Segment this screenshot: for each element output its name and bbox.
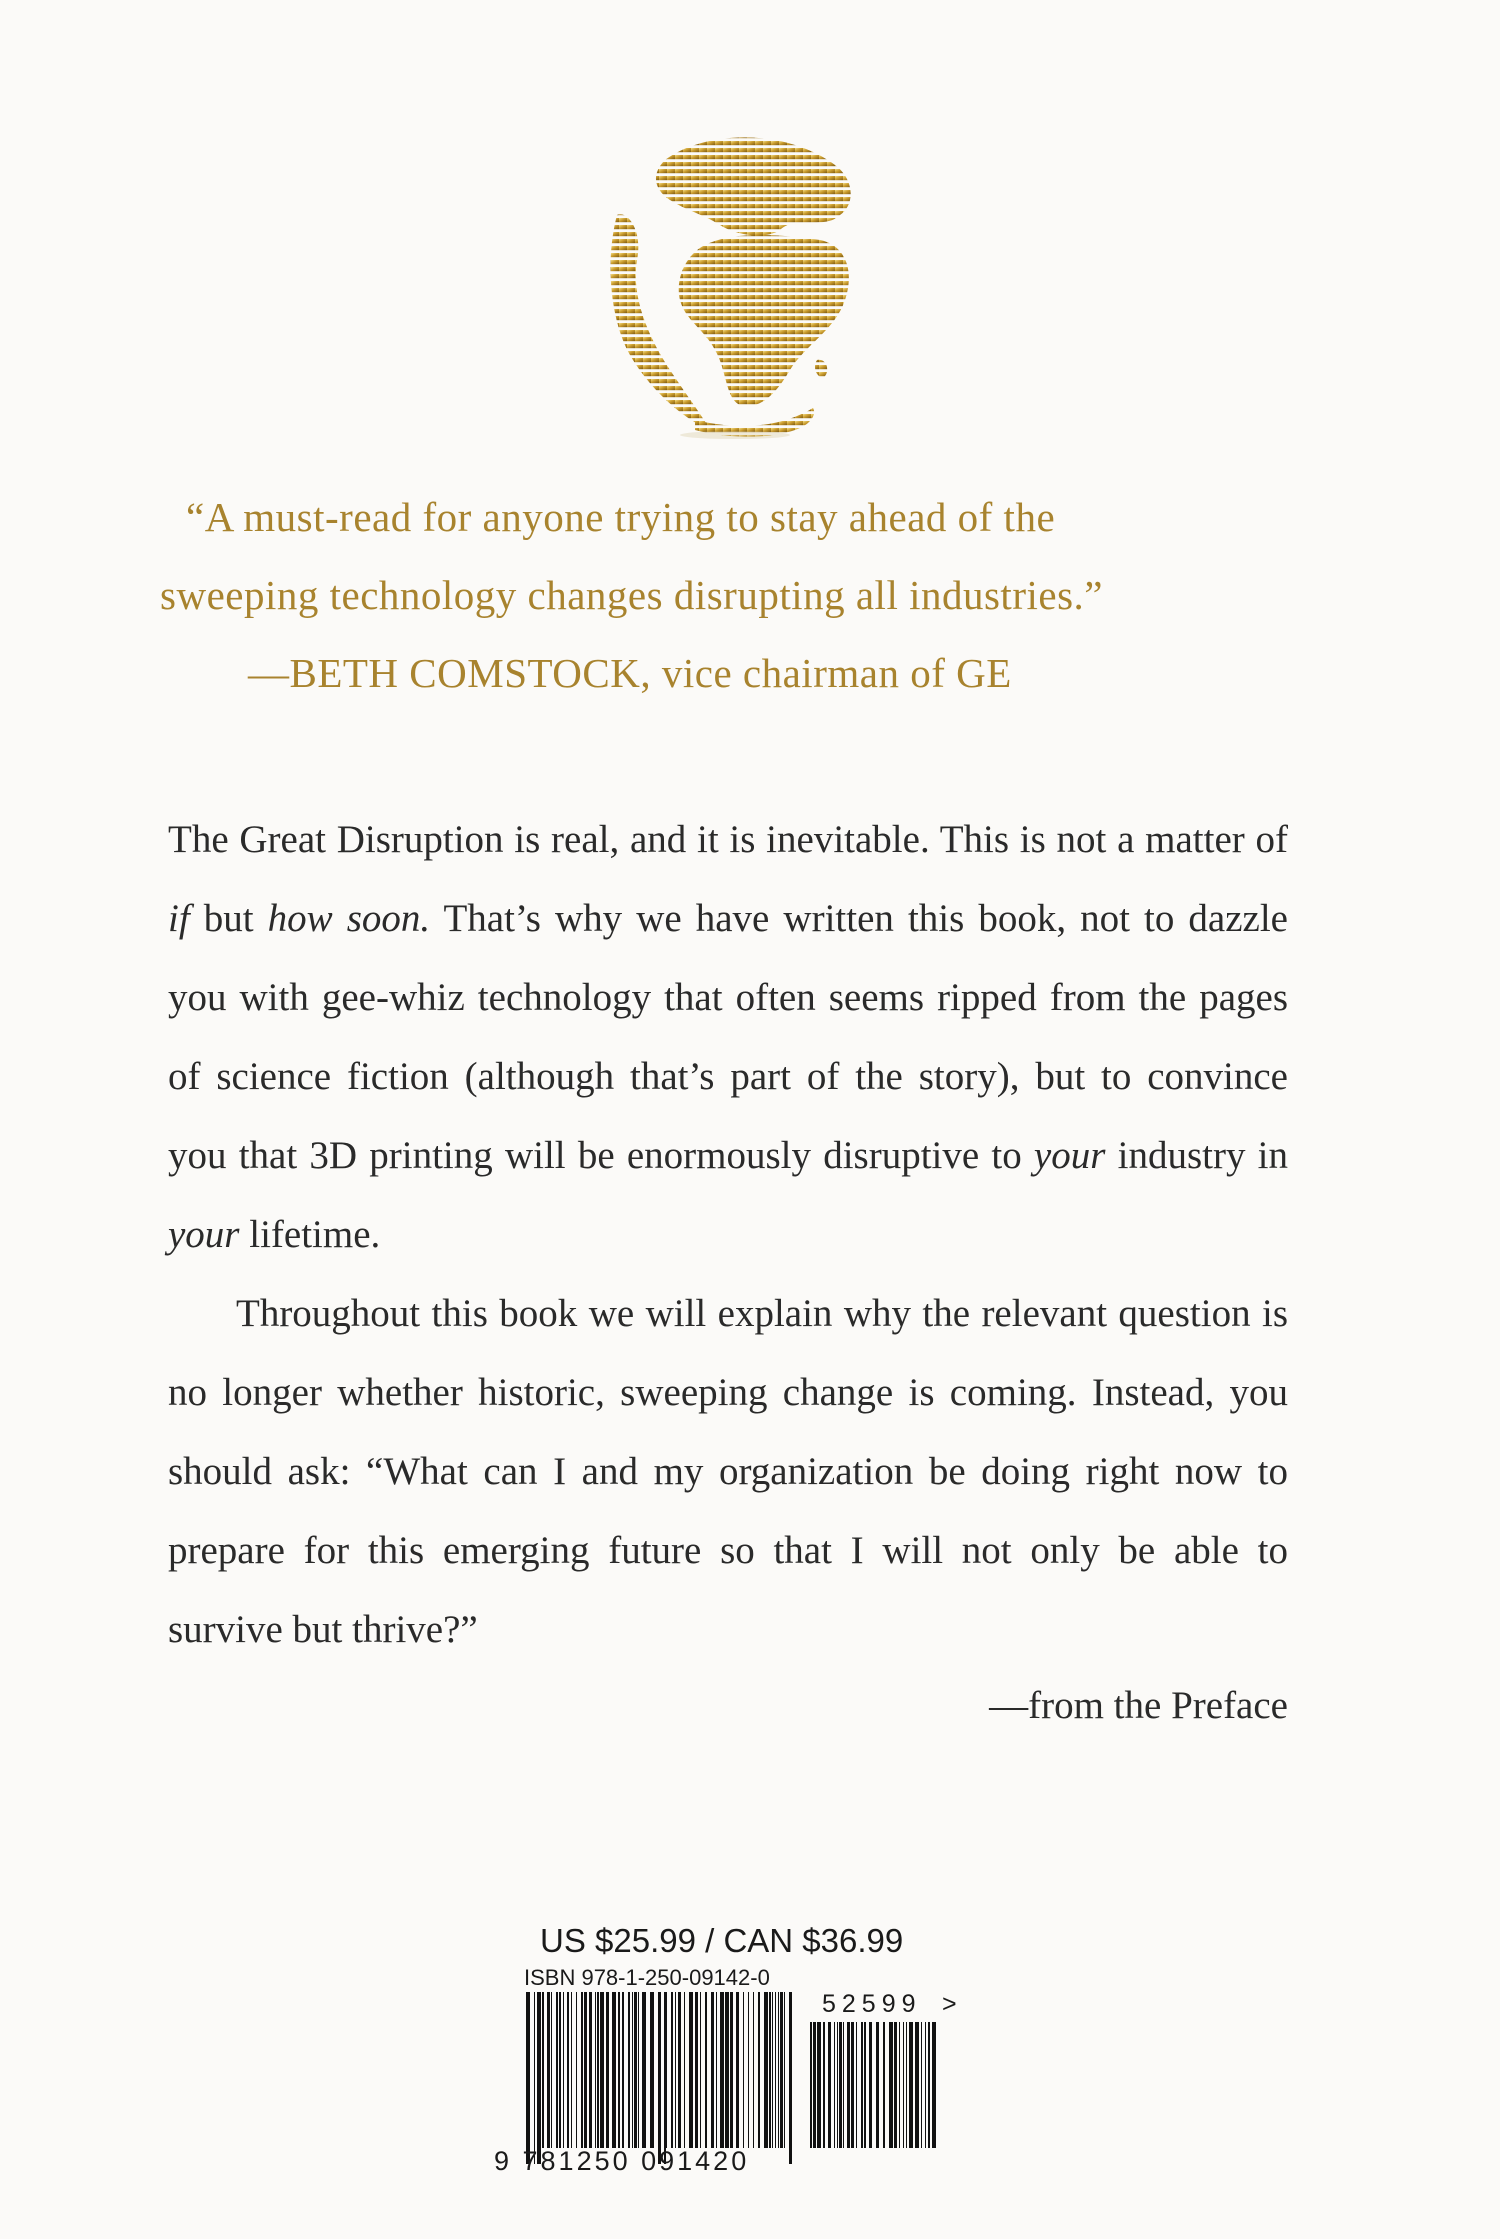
barcode-bar — [883, 2022, 885, 2148]
barcode-bar — [725, 1992, 729, 2148]
barcode-bar — [720, 1992, 724, 2148]
barcode-bar — [689, 1992, 693, 2148]
barcode-bar — [622, 1992, 624, 2148]
barcode-bar — [634, 1992, 637, 2148]
barcode-bar — [612, 1992, 616, 2148]
barcode-bar — [851, 2022, 854, 2148]
barcode-bar — [758, 1992, 760, 2148]
barcode-bar — [837, 2022, 838, 2148]
barcode-bar — [537, 1992, 541, 2164]
barcode-bar — [915, 2022, 919, 2148]
barcode-bar — [928, 2022, 930, 2148]
endorsement-attribution: —BETH COMSTOCK, vice chairman of GE — [248, 650, 1012, 696]
barcode-bar — [526, 1992, 530, 2164]
barcode-bar — [764, 1992, 768, 2148]
barcode-bar — [834, 2022, 835, 2148]
barcode-bar — [705, 1992, 707, 2148]
barcode-bar — [542, 1992, 544, 2148]
barcode-bar — [864, 2022, 866, 2148]
barcode-bar — [650, 1992, 654, 2148]
barcode-bar — [899, 2022, 900, 2148]
barcode-bar — [563, 1992, 564, 2148]
barcode-bar — [813, 2022, 816, 2148]
addon-digits: 52599 — [822, 1990, 922, 2018]
barcode-bar — [716, 1992, 717, 2148]
barcode-bar — [869, 2022, 872, 2148]
barcode-bar — [903, 2022, 904, 2148]
barcode-bar — [606, 1992, 609, 2148]
price-label: US $25.99 / CAN $36.99 — [540, 1922, 904, 1959]
barcode-bar — [921, 2022, 922, 2148]
barcode-bar — [730, 1992, 733, 2148]
barcode-bar — [876, 2022, 879, 2148]
barcode-bar — [843, 2022, 844, 2148]
barcode-bar — [784, 1992, 785, 2164]
barcode-bar — [839, 2022, 842, 2148]
barcode-bar — [748, 1992, 749, 2148]
barcode-bar — [932, 2022, 936, 2148]
barcode-bar — [925, 2022, 926, 2148]
barcode-bar — [700, 1992, 701, 2148]
barcode-bar — [769, 1992, 771, 2148]
barcode-bar — [559, 1992, 561, 2148]
barcode-bar — [775, 1992, 776, 2148]
isbn-label: ISBN 978-1-250-09142-0 — [524, 1965, 770, 1990]
barcode-bar — [847, 2022, 850, 2148]
endorsement-line-1: “A must-read for anyone trying to stay ahead of the — [186, 494, 1056, 540]
addon-arrow: > — [942, 1990, 957, 2018]
barcode-bar — [711, 1992, 714, 2148]
barcode-bar — [736, 1992, 739, 2148]
barcode-bar — [780, 1992, 783, 2148]
barcode-bar — [817, 2022, 821, 2148]
barcode-bar — [581, 1992, 583, 2148]
isbn-barcode — [524, 1992, 794, 2164]
barcode-bar — [684, 1992, 685, 2148]
barcode-bar — [571, 1992, 572, 2148]
barcode-bar — [861, 2022, 863, 2148]
barcode-bar — [600, 1992, 604, 2148]
barcode-bar — [828, 2022, 831, 2148]
barcode-bar — [753, 1992, 754, 2148]
barcode-bar — [856, 2022, 857, 2148]
barcode-bar — [743, 1992, 744, 2148]
barcode-bar — [894, 2022, 897, 2148]
barcode-bar — [906, 2022, 907, 2148]
barcode-bar — [678, 1992, 681, 2148]
barcode-bar — [628, 1992, 630, 2148]
endorsement-line-2: sweeping technology changes disrupting all industries.” — [160, 572, 1103, 618]
barcode-bar — [595, 1992, 596, 2148]
barcode-bar — [823, 2022, 825, 2148]
barcode-bar — [695, 1992, 698, 2148]
excerpt-paragraph-2: Throughout this book we will explain why the relevant question is no longer whether historic, sweeping change is coming. Instead, you should ask: “What can I and my organization be doing right now to prepare for this emerging future so that I will not only be able to survive but thrive?” — [168, 1292, 1288, 1651]
barcode-bar — [584, 1992, 587, 2148]
excerpt-text — [168, 800, 1288, 1669]
barcode-bar — [638, 1992, 639, 2148]
barcode-bar — [589, 1992, 592, 2148]
barcode-bar — [664, 1992, 667, 2164]
excerpt-paragraph-1: The Great Disruption is real, and it is inevitable. This is not a matter of if but how soon. That’s why we have written this book, not to dazzle you with gee-whiz technology that often seems ripped from the pages of science fiction (although that’s part of the story), but to convince you that 3D printing will be enormously disruptive to your industry in your lifetime. — [168, 818, 1288, 1256]
barcode-bar — [778, 1992, 779, 2148]
barcode-bar — [658, 1992, 661, 2164]
barcode-bar — [909, 2022, 913, 2148]
barcode-bar — [810, 2022, 812, 2148]
price-addon-barcode — [808, 2022, 938, 2164]
barcode-bar — [789, 1992, 792, 2164]
gold-globe-icon — [555, 120, 895, 450]
barcode-bar — [618, 1992, 620, 2148]
barcode-bar — [772, 1992, 773, 2148]
endorsement-quote — [160, 478, 1290, 712]
barcode-bar — [597, 1992, 599, 2148]
barcode-bar — [547, 1992, 550, 2148]
barcode-bar — [671, 1992, 673, 2148]
barcode-bar — [567, 1992, 569, 2148]
excerpt-source: —from the Preface — [989, 1684, 1288, 1727]
barcode-bar — [632, 1992, 633, 2148]
barcode-bar — [642, 1992, 646, 2148]
barcode-bar — [556, 1992, 558, 2148]
barcode-bar — [889, 2022, 893, 2148]
barcode-bar — [534, 1992, 535, 2164]
barcode-digits: 9 781250 091420 — [494, 2146, 750, 2176]
barcode-bar — [576, 1992, 577, 2148]
barcode-bar — [551, 1992, 552, 2148]
barcode-bar — [675, 1992, 676, 2148]
